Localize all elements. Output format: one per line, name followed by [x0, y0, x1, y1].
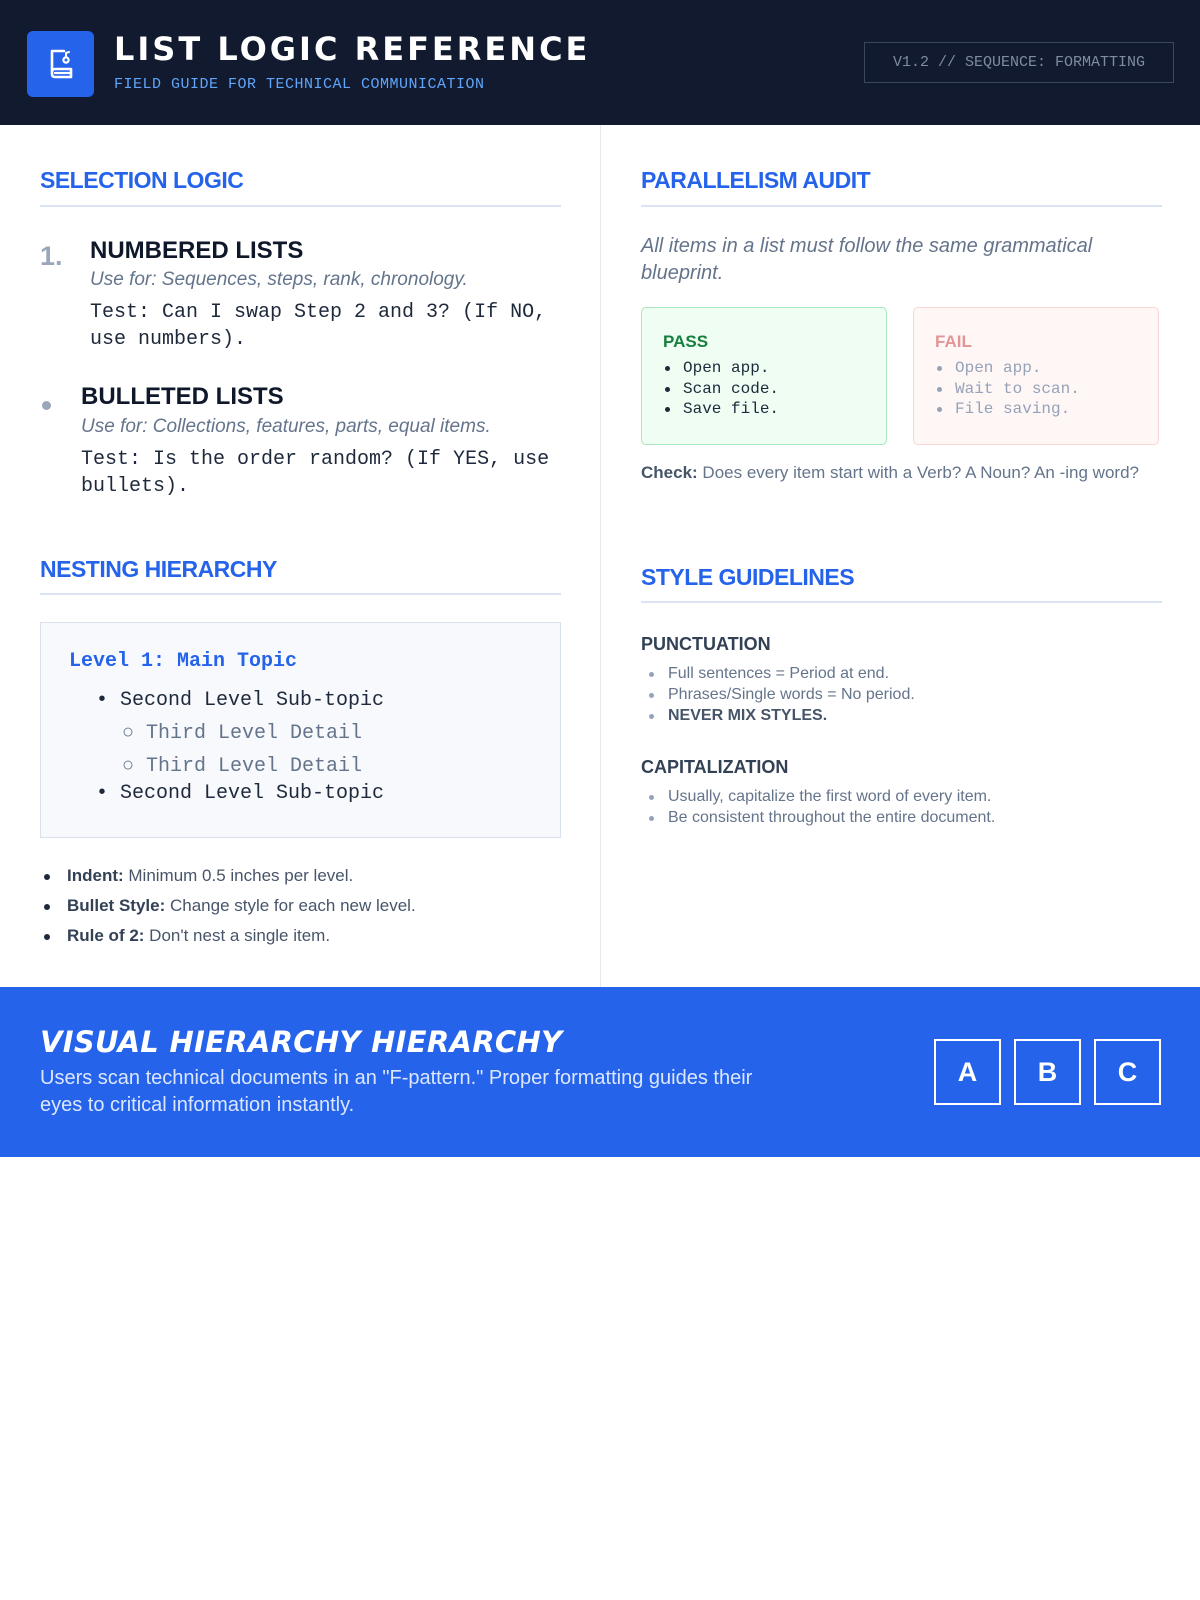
- fail-card: [913, 307, 1159, 445]
- bulleted-lists-use: Use for: Collections, features, parts, equal items.: [81, 416, 491, 437]
- section-title-style: STYLE GUIDELINES: [641, 564, 855, 590]
- section-title-nesting: NESTING HIERARCHY: [40, 556, 277, 582]
- fail-label: FAIL: [935, 332, 972, 351]
- column-divider: [600, 125, 601, 987]
- list-item: Save file.: [663, 399, 779, 420]
- number-marker: 1.: [40, 241, 63, 271]
- parallelism-intro: All items in a list must follow the same grammatical blueprint.: [641, 235, 1093, 284]
- fail-list: [935, 358, 1080, 420]
- nesting-rules: [40, 864, 416, 954]
- punctuation-heading: PUNCTUATION: [641, 634, 771, 654]
- nesting-example: [40, 622, 561, 838]
- section-title-selection: SELECTION LOGIC: [40, 167, 244, 193]
- letter-box-a: A: [934, 1039, 1001, 1105]
- bullet-marker: [42, 401, 51, 410]
- letter-box-c: C: [1094, 1039, 1161, 1105]
- banner-title: VISUAL HIERARCHY HIERARCHY: [40, 1025, 563, 1059]
- list-item: NEVER MIX STYLES.: [641, 706, 915, 727]
- list-item: Indent: Minimum 0.5 inches per level.: [40, 864, 416, 894]
- capitalization-list: [641, 787, 995, 829]
- section-rule: [641, 205, 1162, 207]
- section-rule: [40, 593, 561, 595]
- list-item: Open app.: [663, 358, 779, 379]
- nest-level-2: • Second Level Sub-topic: [96, 782, 385, 805]
- list-item: Usually, capitalize the first word of every item.: [641, 787, 995, 808]
- visual-hierarchy-banner: [0, 987, 1200, 1157]
- book-icon: [44, 47, 78, 81]
- list-item: Wait to scan.: [935, 379, 1080, 400]
- list-item: Full sentences = Period at end.: [641, 664, 915, 685]
- numbered-lists-test: Test: Can I swap Step 2 and 3? (If NO, use numbers).: [90, 301, 547, 351]
- version-badge: V1.2 // SEQUENCE: FORMATTING: [864, 42, 1174, 83]
- punctuation-list: [641, 664, 915, 727]
- pass-card: [641, 307, 887, 445]
- section-rule: [641, 601, 1162, 603]
- page-subtitle: FIELD GUIDE FOR TECHNICAL COMMUNICATION: [114, 76, 485, 93]
- bulleted-lists-heading: BULLETED LISTS: [81, 383, 284, 410]
- list-item: Phrases/Single words = No period.: [641, 685, 915, 706]
- list-item: File saving.: [935, 399, 1080, 420]
- nest-level-1: Level 1: Main Topic: [69, 650, 298, 673]
- pass-label: PASS: [663, 332, 709, 351]
- numbered-lists-heading: NUMBERED LISTS: [90, 237, 304, 264]
- bulleted-lists-test: Test: Is the order random? (If YES, use bullets).: [81, 448, 550, 498]
- parallelism-check: Check: Does every item start with a Verb? A Noun? An -ing word?: [641, 463, 1139, 482]
- list-item: Be consistent throughout the entire document.: [641, 808, 995, 829]
- banner-text: Users scan technical documents in an "F-pattern." Proper formatting guides their eyes to critical information instantly.: [40, 1067, 753, 1116]
- capitalization-heading: CAPITALIZATION: [641, 757, 789, 777]
- list-item: Open app.: [935, 358, 1080, 379]
- letter-box-b: B: [1014, 1039, 1081, 1105]
- logo: [27, 31, 94, 97]
- section-title-parallelism: PARALLELISM AUDIT: [641, 167, 871, 193]
- nest-level-2: • Second Level Sub-topic: [96, 689, 385, 712]
- list-item: Scan code.: [663, 379, 779, 400]
- section-rule: [40, 205, 561, 207]
- list-item: Rule of 2: Don't nest a single item.: [40, 924, 416, 954]
- nest-level-3: ○ Third Level Detail: [122, 755, 363, 778]
- header: [0, 0, 1200, 125]
- page-title: LIST LOGIC REFERENCE: [114, 30, 591, 68]
- nest-level-3: ○ Third Level Detail: [122, 722, 363, 745]
- list-item: Bullet Style: Change style for each new level.: [40, 894, 416, 924]
- numbered-lists-use: Use for: Sequences, steps, rank, chronology.: [90, 269, 468, 290]
- pass-list: [663, 358, 779, 420]
